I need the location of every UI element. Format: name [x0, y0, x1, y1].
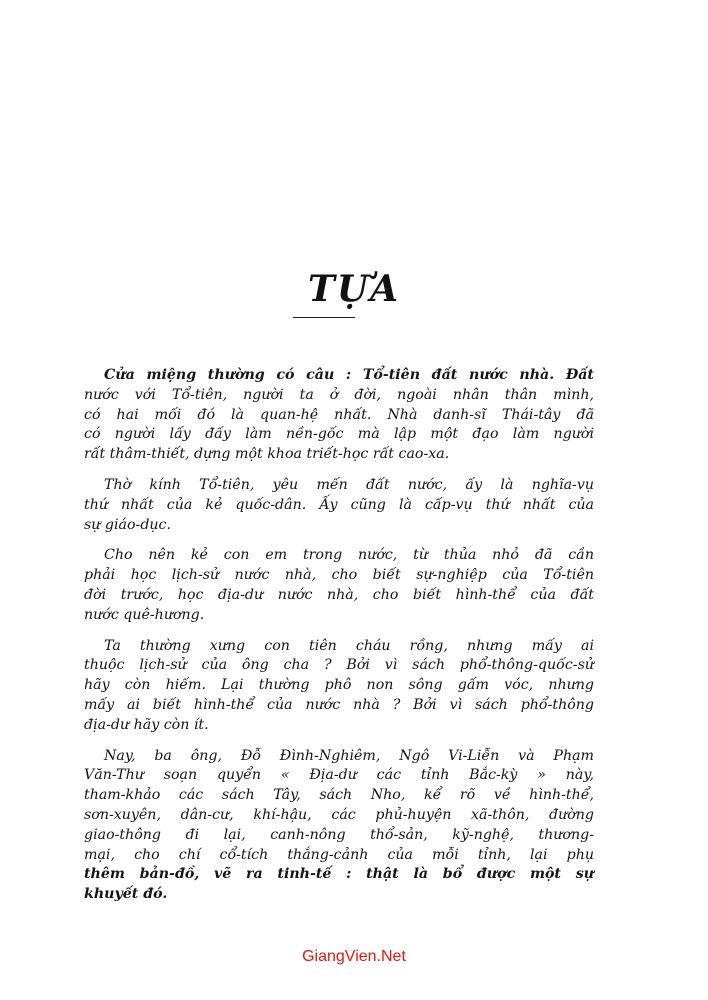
text-line: mấy ai biết hình-thể của nước nhà ? Bởi vì sách phổ-thông — [84, 696, 594, 713]
paragraph-3 — [84, 546, 594, 625]
text-line: Thờ kính Tổ-tiên, yêu mến đất nước, ấy là nghĩa-vụ — [104, 476, 594, 493]
text-line: sơn-xuyên, dân-cư, khí-hậu, các phủ-huyện xã-thôn, đường — [84, 806, 594, 823]
watermark-footer: GiangVien.Net — [302, 948, 406, 965]
text-line: Ta thường xưng con tiên cháu rồng, nhưng mấy ai — [104, 637, 594, 654]
text-line: nước với Tổ-tiên, người ta ở đời, ngoài nhân thân mình, — [84, 386, 594, 403]
text-line: sự giáo-dục. — [84, 516, 172, 533]
text-line: mại, cho chí cổ-tích thắng-cảnh của mỗi tỉnh, lại phụ — [84, 846, 594, 863]
text-line: Cho nên kẻ con em trong nước, từ thủa nhỏ đã cần — [104, 547, 594, 564]
text-line: Cửa miệng thường có câu : Tổ-tiên đất nước nhà. Đất — [104, 367, 594, 383]
text-line: phải học lịch-sử nước nhà, cho biết sự-nghiệp của Tổ-tiên — [84, 567, 594, 584]
text-line: rất thâm-thiết, dựng một khoa triết-học rất cao-xa. — [84, 446, 450, 463]
text-line: tham-khảo các sách Tây, sách Nho, kể rõ về hình-thể, — [84, 787, 594, 804]
text-line: địa-dư hãy còn ít. — [84, 716, 209, 733]
text-line: khuyết đó. — [84, 886, 168, 903]
paragraph-5 — [84, 747, 594, 905]
text-line: nước quê-hương. — [84, 606, 205, 623]
text-line: đời trước, học địa-dư nước nhà, cho biết hình-thể của đất — [84, 586, 594, 603]
paragraph-2 — [84, 476, 594, 535]
text-line: Nay, ba ông, Đỗ Đình-Nghiêm, Ngô Vi-Liễn và Phạm — [104, 747, 594, 764]
text-line: Văn-Thư soạn quyển « Địa-dư các tỉnh Bắc-kỳ » này, — [84, 767, 594, 784]
page-title: TỰA — [307, 268, 401, 310]
preface-body — [84, 366, 594, 916]
paragraph-1 — [84, 366, 594, 465]
text-line: có người lấy đấy làm nền-gốc mà lập một đạo làm người — [84, 426, 594, 443]
text-line: thuộc lịch-sử của ông cha ? Bởi vì sách phổ-thông-quốc-sử — [84, 657, 594, 674]
text-line: giao-thông đi lại, canh-nông thổ-sản, kỹ-nghệ, thương- — [84, 826, 594, 843]
text-line: hãy còn hiếm. Lại thường phô non sông gấm vóc, nhưng — [84, 677, 594, 694]
paragraph-4 — [84, 637, 594, 736]
title-underline — [293, 317, 355, 318]
text-line: thứ nhất của kẻ quốc-dân. Ấy cũng là cấp-vụ thứ nhất của — [84, 496, 594, 513]
text-line: có hai mối đó là quan-hệ nhất. Nhà danh-sĩ Thái-tây đã — [84, 406, 594, 423]
text-line: thêm bản-đồ, vẽ ra tinh-tế : thật là bổ được một sự — [84, 866, 594, 883]
